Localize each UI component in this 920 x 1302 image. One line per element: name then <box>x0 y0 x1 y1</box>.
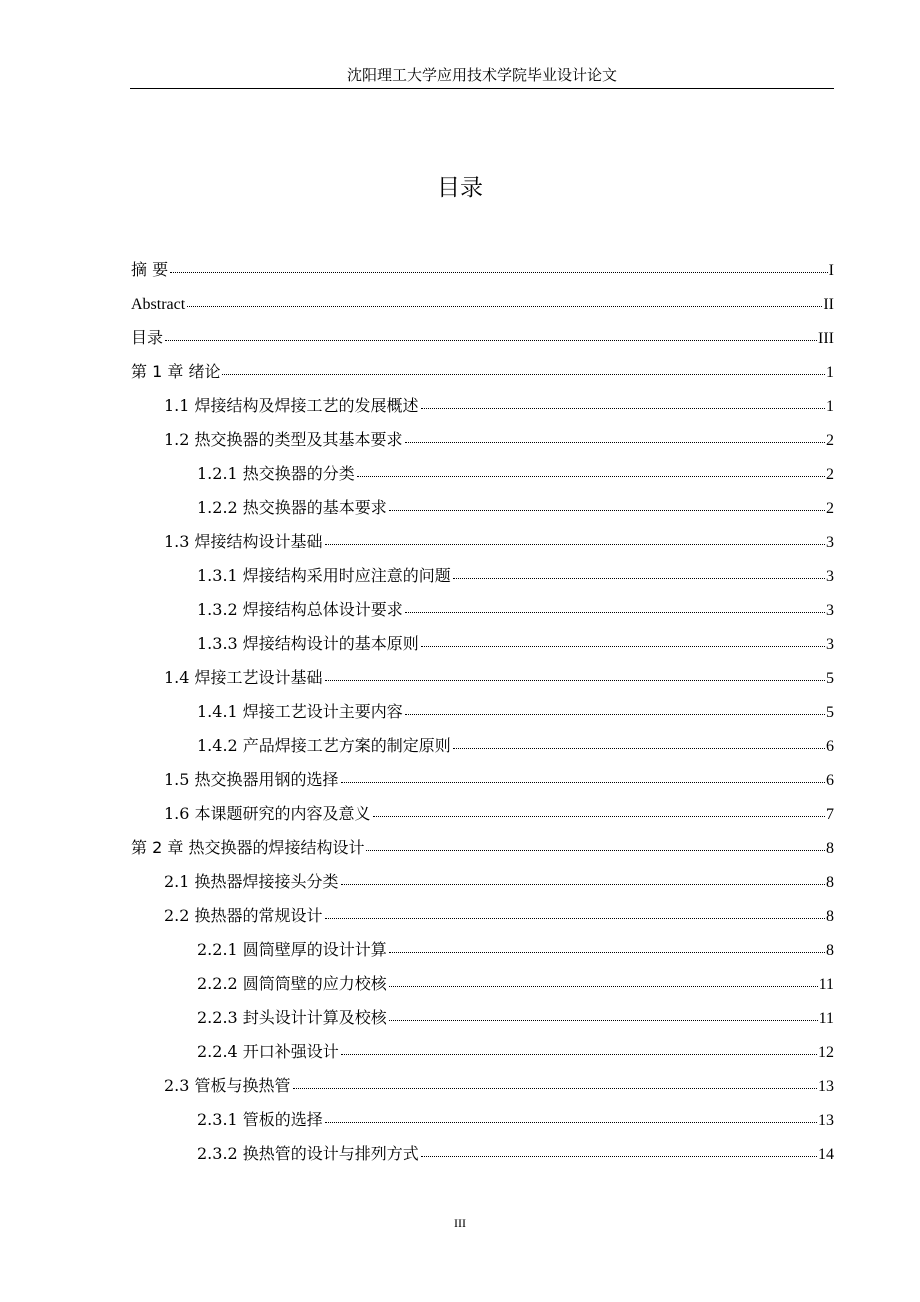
toc-entry-page: 2 <box>826 466 834 483</box>
toc-leader-dots <box>170 272 828 273</box>
toc-entry[interactable] <box>131 348 834 382</box>
toc-entry-page: 7 <box>826 806 834 823</box>
toc-leader-dots <box>222 374 825 375</box>
toc-entry-title: 2.2.2 圆筒筒壁的应力校核 <box>197 974 387 993</box>
toc-entry[interactable] <box>131 756 834 790</box>
toc-entry-page: 13 <box>818 1078 834 1095</box>
toc-leader-dots <box>453 748 825 749</box>
toc-entry-title: 第 2 章 热交换器的焊接结构设计 <box>131 838 365 857</box>
toc-leader-dots <box>325 1122 817 1123</box>
toc-entry-page: 3 <box>826 636 834 653</box>
toc-entry-page: 14 <box>818 1146 834 1163</box>
toc-entry-title: 2.2.3 封头设计计算及校核 <box>197 1008 387 1027</box>
toc-entry-page: 11 <box>818 976 834 993</box>
toc-entry-page: III <box>818 330 834 347</box>
toc-entry[interactable] <box>131 552 834 586</box>
toc-leader-dots <box>421 646 825 647</box>
toc-entry[interactable] <box>131 382 834 416</box>
table-of-contents <box>131 246 834 1164</box>
toc-entry-page: 11 <box>818 1010 834 1027</box>
toc-entry-page: 1 <box>826 364 834 381</box>
toc-leader-dots <box>389 1020 818 1021</box>
toc-entry-title: 1.3.2 焊接结构总体设计要求 <box>197 600 403 619</box>
toc-leader-dots <box>341 884 825 885</box>
toc-entry[interactable] <box>131 280 834 314</box>
toc-entry-title: 1.3.3 焊接结构设计的基本原则 <box>197 634 419 653</box>
toc-entry-title: 1.3.1 焊接结构采用时应注意的问题 <box>197 566 451 585</box>
toc-entry-page: 2 <box>826 432 834 449</box>
toc-entry-title: 1.6 本课题研究的内容及意义 <box>164 804 371 823</box>
toc-entry[interactable] <box>131 1130 834 1164</box>
toc-leader-dots <box>405 442 825 443</box>
toc-entry[interactable] <box>131 620 834 654</box>
toc-entry-page: 12 <box>818 1044 834 1061</box>
toc-entry-title: 1.5 热交换器用钢的选择 <box>164 770 339 789</box>
toc-entry[interactable] <box>131 858 834 892</box>
toc-entry-title: 1.4.1 焊接工艺设计主要内容 <box>197 702 403 721</box>
toc-entry-title: 2.2.4 开口补强设计 <box>197 1042 339 1061</box>
toc-entry[interactable] <box>131 518 834 552</box>
toc-entry-title: 2.1 换热器焊接接头分类 <box>164 872 339 891</box>
page-header: 沈阳理工大学应用技术学院毕业设计论文 <box>346 66 617 84</box>
toc-leader-dots <box>373 816 825 817</box>
toc-entry-title: 2.3.2 换热管的设计与排列方式 <box>197 1144 419 1163</box>
toc-entry-title: 1.2.2 热交换器的基本要求 <box>197 498 387 517</box>
toc-leader-dots <box>325 918 825 919</box>
toc-leader-dots <box>421 408 825 409</box>
toc-entry-page: 8 <box>826 942 834 959</box>
toc-entry-page: 3 <box>826 568 834 585</box>
toc-entry-title: 2.2.1 圆筒壁厚的设计计算 <box>197 940 387 959</box>
toc-leader-dots <box>366 850 825 851</box>
toc-entry-page: 8 <box>826 840 834 857</box>
toc-entry[interactable] <box>131 1062 834 1096</box>
toc-entry[interactable] <box>131 314 834 348</box>
toc-leader-dots <box>389 952 825 953</box>
toc-entry-title: 目录 <box>131 328 164 347</box>
toc-leader-dots <box>405 612 825 613</box>
toc-leader-dots <box>325 680 825 681</box>
toc-entry[interactable] <box>131 688 834 722</box>
page-number: III <box>454 1216 466 1230</box>
toc-entry-page: 8 <box>826 874 834 891</box>
toc-entry[interactable] <box>131 824 834 858</box>
toc-entry-page: 8 <box>826 908 834 925</box>
toc-entry-title: 1.4.2 产品焊接工艺方案的制定原则 <box>197 736 451 755</box>
toc-entry-page: 3 <box>826 534 834 551</box>
toc-entry-page: I <box>828 262 834 279</box>
page-title: 目录 <box>437 175 483 201</box>
toc-entry-title: 2.2 换热器的常规设计 <box>164 906 323 925</box>
toc-entry-page: 13 <box>818 1112 834 1129</box>
toc-entry-page: 2 <box>826 500 834 517</box>
toc-entry-page: 6 <box>826 772 834 789</box>
toc-leader-dots <box>325 544 825 545</box>
toc-entry[interactable] <box>131 654 834 688</box>
toc-entry[interactable] <box>131 484 834 518</box>
toc-entry-title: 摘 要 <box>131 260 169 279</box>
toc-entry-title: 1.2.1 热交换器的分类 <box>197 464 355 483</box>
toc-entry[interactable] <box>131 416 834 450</box>
toc-leader-dots <box>421 1156 817 1157</box>
toc-leader-dots <box>293 1088 817 1089</box>
toc-leader-dots <box>341 1054 817 1055</box>
toc-entry[interactable] <box>131 246 834 280</box>
toc-entry[interactable] <box>131 586 834 620</box>
toc-entry[interactable] <box>131 722 834 756</box>
toc-entry-title: 2.3.1 管板的选择 <box>197 1110 323 1129</box>
toc-entry-page: 1 <box>826 398 834 415</box>
toc-entry-page: 5 <box>826 670 834 687</box>
toc-entry-page: II <box>823 296 834 313</box>
toc-entry-title: 1.4 焊接工艺设计基础 <box>164 668 323 687</box>
toc-entry-title: 第 1 章 绪论 <box>131 362 221 381</box>
toc-entry[interactable] <box>131 1096 834 1130</box>
toc-leader-dots <box>341 782 825 783</box>
toc-entry[interactable] <box>131 790 834 824</box>
toc-entry-page: 6 <box>826 738 834 755</box>
toc-leader-dots <box>165 340 817 341</box>
toc-entry-page: 5 <box>826 704 834 721</box>
toc-entry-title: 1.2 热交换器的类型及其基本要求 <box>164 430 403 449</box>
header-divider <box>130 88 834 89</box>
toc-leader-dots <box>405 714 825 715</box>
toc-entry-page: 3 <box>826 602 834 619</box>
toc-leader-dots <box>389 986 818 987</box>
toc-entry[interactable] <box>131 892 834 926</box>
toc-entry[interactable] <box>131 450 834 484</box>
toc-entry-title: 1.3 焊接结构设计基础 <box>164 532 323 551</box>
toc-entry[interactable] <box>131 926 834 960</box>
toc-leader-dots <box>357 476 825 477</box>
toc-entry[interactable] <box>131 1028 834 1062</box>
toc-leader-dots <box>187 306 822 307</box>
toc-entry-title: 1.1 焊接结构及焊接工艺的发展概述 <box>164 396 419 415</box>
toc-entry[interactable] <box>131 994 834 1028</box>
toc-entry-title: 2.3 管板与换热管 <box>164 1076 291 1095</box>
toc-entry-title: Abstract <box>131 296 186 313</box>
toc-entry[interactable] <box>131 960 834 994</box>
toc-leader-dots <box>389 510 825 511</box>
toc-leader-dots <box>453 578 825 579</box>
